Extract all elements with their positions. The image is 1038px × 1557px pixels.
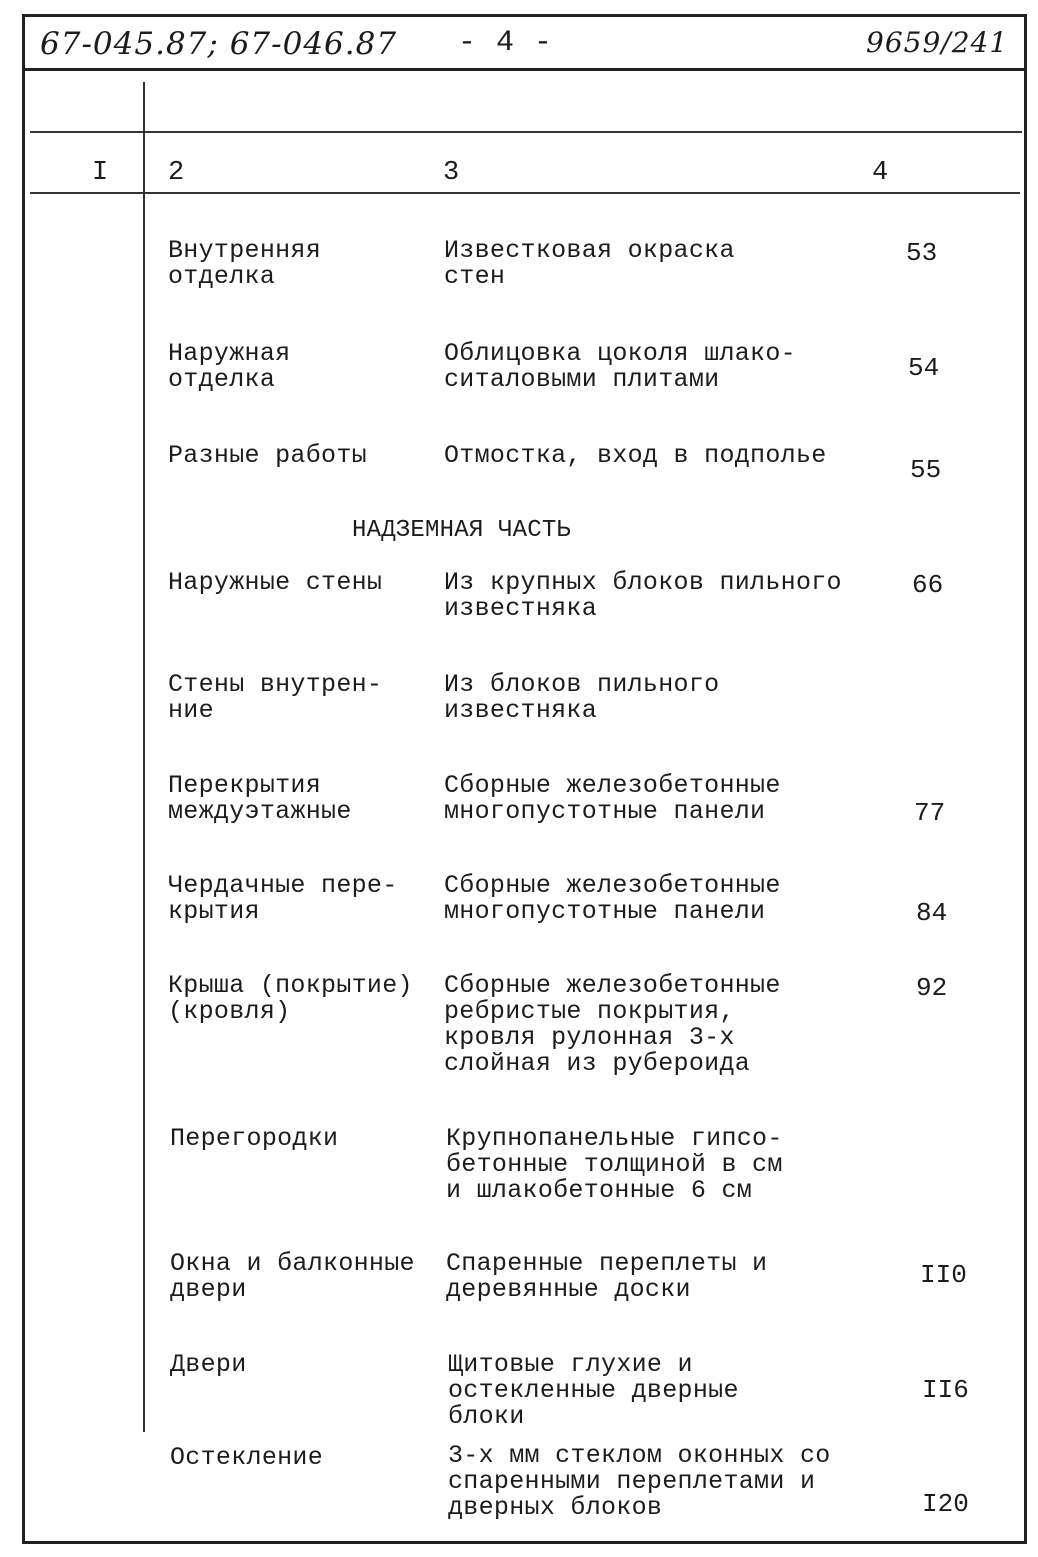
row-number: 84: [916, 898, 948, 928]
row-name: Перекрытия междуэтажные: [168, 771, 352, 826]
row-number: II0: [920, 1260, 967, 1290]
row-name: Чердачные пере- крытия: [168, 871, 398, 926]
row-desc: Сборные железобетонные многопустотные панели: [444, 871, 781, 926]
column-header-3: 3: [443, 158, 460, 188]
row-desc: Из блоков пильного известняка: [444, 670, 720, 725]
row-name: Внутренняя отделка: [168, 236, 322, 291]
row-desc: Сборные железобетонные ребристые покрытия, кровля рулонная 3-х слойная из рубероида: [444, 971, 781, 1078]
row-desc: Облицовка цоколя шлако- ситаловыми плитами: [444, 339, 796, 394]
row-name: Наружные стены: [168, 568, 383, 597]
row-desc: Крупнопанельные гипсо- бетонные толщиной в см и шлакобетонные 6 см: [446, 1124, 783, 1205]
row-name: Стены внутрен- ние: [168, 670, 383, 725]
row-name: Разные работы: [168, 441, 367, 470]
row-name: Двери: [170, 1350, 247, 1379]
row-desc: Сборные железобетонные многопустотные панели: [444, 771, 781, 826]
row-desc: Спаренные переплеты и деревянные доски: [446, 1249, 768, 1304]
reference-number: 9659/241: [866, 26, 1009, 59]
page-number: - 4 -: [458, 26, 554, 60]
row-number: I20: [922, 1489, 969, 1519]
row-number: 66: [912, 570, 944, 600]
table-top-rule: [30, 131, 1022, 133]
row-number: 53: [906, 238, 938, 268]
column-divider: [143, 82, 145, 1432]
section-title: НАДЗЕМНАЯ ЧАСТЬ: [352, 517, 572, 544]
document-codes: 67-045.87; 67-046.87: [40, 26, 398, 62]
row-number: 54: [908, 353, 940, 383]
row-name: Перегородки: [170, 1124, 339, 1153]
row-name: Наружная отделка: [168, 339, 291, 394]
row-name: Окна и балконные двери: [170, 1249, 415, 1304]
table-header-rule: [30, 192, 1020, 194]
row-desc: Отмостка, вход в подполье: [444, 441, 827, 470]
row-desc: 3-х мм стеклом оконных со спаренными переплетами и дверных блоков: [448, 1441, 831, 1522]
row-name: Крыша (покрытие) (кровля): [168, 971, 413, 1026]
column-header-4: 4: [872, 158, 889, 188]
row-name: Остекление: [170, 1443, 324, 1472]
row-desc: Из крупных блоков пильного известняка: [444, 568, 842, 623]
row-desc: Известковая окраска стен: [444, 236, 735, 291]
row-desc: Щитовые глухие и остекленные дверные блоки: [448, 1350, 739, 1431]
row-number: II6: [922, 1375, 969, 1405]
row-number: 77: [914, 798, 946, 828]
row-number: 55: [910, 455, 942, 485]
column-header-1: I: [92, 158, 109, 188]
row-number: 92: [916, 973, 948, 1003]
header-divider: [22, 68, 1027, 71]
column-header-2: 2: [168, 158, 185, 188]
